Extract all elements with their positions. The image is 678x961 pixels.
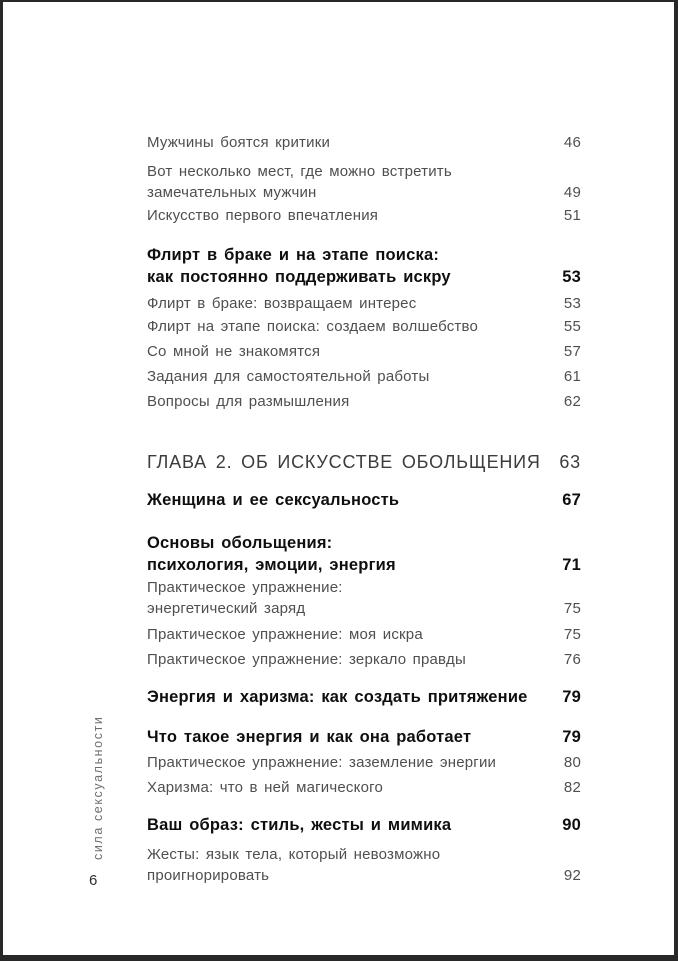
table-of-contents xyxy=(147,132,581,886)
toc-section-heading xyxy=(147,489,581,511)
toc-entry-title: Что такое энергия и как она работает xyxy=(147,728,472,746)
toc-entry-title: Искусство первого впечатления xyxy=(147,207,379,224)
toc-section-heading xyxy=(147,686,581,708)
toc-entry-title: Харизма: что в ней магического xyxy=(147,779,383,796)
toc-entry-title: Энергия и харизма: как создать притяжение xyxy=(147,688,528,706)
toc-entry xyxy=(147,391,581,412)
toc-entry-page: 67 xyxy=(562,491,581,509)
toc-entry-page: 76 xyxy=(563,651,581,668)
toc-entry xyxy=(147,366,581,387)
toc-entry-title: Флирт в браке и на этапе поиска: как постоянно поддерживать искру xyxy=(147,246,451,286)
toc-entry-title: Практическое упражнение: энергетический заряд xyxy=(147,579,343,617)
toc-entry xyxy=(147,752,581,773)
toc-entry-title: Основы обольщения: психология, эмоции, энергия xyxy=(147,534,396,574)
toc-entry-page: 46 xyxy=(563,134,581,151)
toc-entry xyxy=(147,649,581,670)
toc-entry-title: Жесты: язык тела, который невозможно проигнорировать xyxy=(147,846,441,884)
toc-entry-title: Флирт в браке: возвращаем интерес xyxy=(147,295,417,312)
toc-entry xyxy=(147,132,581,153)
toc-entry-title: Флирт на этапе поиска: создаем волшебство xyxy=(147,318,479,335)
toc-entry-page: 61 xyxy=(563,368,581,385)
side-label: сила сексуальности xyxy=(91,715,105,860)
toc-entry xyxy=(147,205,581,226)
toc-entry xyxy=(147,577,581,619)
toc-entry-page: 79 xyxy=(562,688,581,706)
toc-entry xyxy=(147,316,581,337)
toc-section-heading xyxy=(147,532,581,576)
toc-entry-title: Практическое упражнение: зеркало правды xyxy=(147,651,466,668)
toc-entry-title: Вопросы для размышления xyxy=(147,393,350,410)
toc-entry-page: 53 xyxy=(562,268,581,286)
toc-entry-title: ГЛАВА 2. ОБ ИСКУССТВЕ ОБОЛЬЩЕНИЯ xyxy=(147,452,541,472)
toc-entry-page: 71 xyxy=(562,556,581,574)
toc-entry xyxy=(147,777,581,798)
toc-section-heading xyxy=(147,814,581,836)
toc-entry-page: 92 xyxy=(563,867,581,884)
toc-entry-page: 75 xyxy=(563,626,581,643)
toc-entry-page: 90 xyxy=(562,816,581,834)
toc-chapter-heading xyxy=(147,450,581,474)
toc-entry-page: 55 xyxy=(563,318,581,335)
toc-entry-page: 62 xyxy=(563,393,581,410)
toc-entry-page: 57 xyxy=(563,343,581,360)
toc-entry-title: Ваш образ: стиль, жесты и мимика xyxy=(147,816,452,834)
toc-section-heading xyxy=(147,726,581,748)
toc-entry xyxy=(147,624,581,645)
toc-entry-title: Практическое упражнение: заземление энергии xyxy=(147,754,497,771)
toc-entry-title: Вот несколько мест, где можно встретить замечательных мужчин xyxy=(147,163,452,201)
toc-section-heading xyxy=(147,244,581,288)
toc-entry xyxy=(147,844,581,886)
toc-entry-page: 75 xyxy=(563,600,581,617)
toc-entry-page: 79 xyxy=(562,728,581,746)
toc-entry-page: 63 xyxy=(559,452,581,472)
toc-entry-title: Практическое упражнение: моя искра xyxy=(147,626,423,643)
toc-entry-page: 82 xyxy=(563,779,581,796)
toc-entry-page: 49 xyxy=(563,184,581,201)
toc-entry-title: Со мной не знакомятся xyxy=(147,343,321,360)
toc-entry-page: 51 xyxy=(563,207,581,224)
toc-entry xyxy=(147,161,581,203)
toc-entry-page: 80 xyxy=(563,754,581,771)
toc-entry-title: Мужчины боятся критики xyxy=(147,134,331,151)
page-number: 6 xyxy=(89,872,98,889)
toc-entry-title: Задания для самостоятельной работы xyxy=(147,368,430,385)
toc-entry-title: Женщина и ее сексуальность xyxy=(147,491,400,509)
toc-entry-page: 53 xyxy=(563,295,581,312)
toc-entry xyxy=(147,293,581,314)
toc-entry xyxy=(147,341,581,362)
